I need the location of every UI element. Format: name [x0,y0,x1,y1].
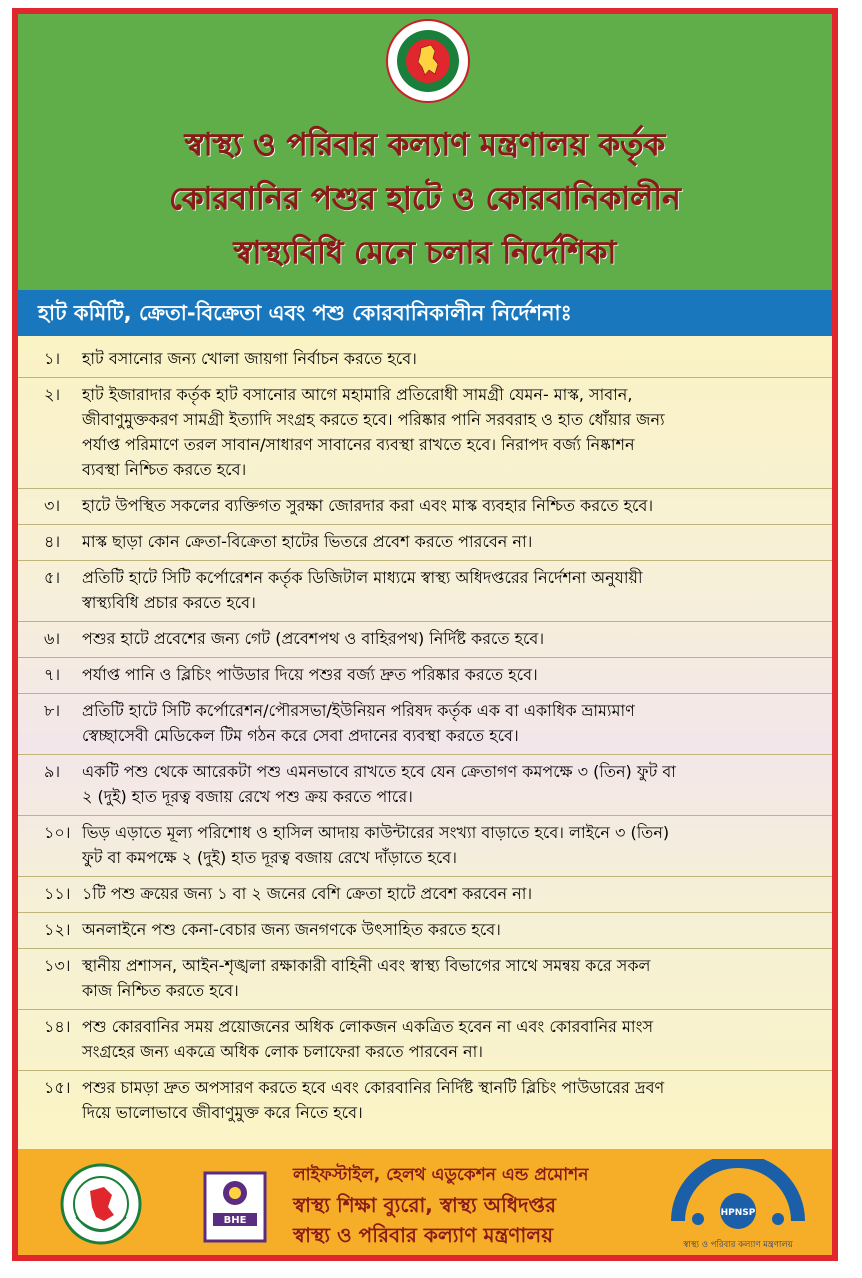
item-text-line: প্রতিটি হাটে সিটি কর্পোরেশন/পৌরসভা/ইউনিয়ন পরিষদ কর্তৃক এক বা একাধিক ভ্রাম্যমাণ [82,701,635,720]
title-line-2: কোরবানির পশুর হাটে ও কোরবানিকালীন [169,181,681,217]
item-number: ১২। [44,920,71,939]
item-text-line: হাট ইজারাদার কর্তৃক হাট বসানোর আগে মহামারি প্রতিরোধী সামগ্রী যেমন- মাস্ক, সাবান, [82,385,633,404]
title-line-3: স্বাস্থ্যবিধি মেনে চলার নির্দেশিকা [233,235,617,271]
item-divider [18,560,832,561]
footer-line-1: লাইফস্টাইল, হেলথ এডুকেশন এন্ড প্রমোশন [293,1165,589,1185]
poster-title [18,118,832,280]
item-text-line: পর্যাপ্ত পরিমাণে তরল সাবান/সাধারণ সাবানের ব্যবস্থা রাখতে হবে। নিরাপদ বর্জ্য নিষ্কাশন [82,435,635,454]
item-divider [18,876,832,877]
item-text-line: ২ (দুই) হাত দূরত্ব বজায় রেখে পশু ক্রয় করতে পারে। [82,787,413,806]
item-text-line: ফুট বা কমপক্ষে ২ (দুই) হাত দূরত্ব বজায় রেখে দাঁড়াতে হবে। [82,848,457,867]
list-item [18,953,832,1003]
item-text-line: ব্যবস্থা নিশ্চিত করতে হবে। [82,460,247,479]
instructions-list [18,336,832,1149]
item-number: ১। [44,349,61,368]
list-item [18,881,832,906]
item-text-line: ভিড় এড়াতে মূল্য পরিশোধ ও হাসিল আদায় কাউন্টারের সংখ্যা বাড়াতে হবে। লাইনে ৩ (তিন) [82,823,670,842]
hpnsp-logo-text: HPNSP [720,1208,756,1218]
list-item [18,346,832,371]
bhe-logo-icon [203,1171,267,1243]
list-item [18,626,832,651]
item-number: ৪। [44,532,61,551]
header-banner [18,14,832,290]
item-text-line: পশু কোরবানির সময় প্রয়োজনের অধিক লোকজন একত্রিত হবেন না এবং কোরবানির মাংস [82,1017,654,1036]
item-number: ১০। [44,823,71,842]
item-text-line: হাটে উপস্থিত সকলের ব্যক্তিগত সুরক্ষা জোরদার করা এবং মাস্ক ব্যবহার নিশ্চিত করতে হবে। [82,496,654,515]
item-number: ২। [44,385,61,404]
item-divider [18,377,832,378]
government-emblem-icon [385,18,471,104]
list-item [18,820,832,870]
item-divider [18,754,832,755]
item-divider [18,1009,832,1010]
item-divider [18,693,832,694]
list-item [18,759,832,809]
title-line-1: স্বাস্থ্য ও পরিবার কল্যাণ মন্ত্রণালয় কর্তৃক [184,127,666,163]
item-number: ৯। [44,762,61,781]
footer-organization-text [293,1160,653,1250]
list-item [18,917,832,942]
item-text-line: একটি পশু থেকে আরেকটা পশু এমনভাবে রাখতে হবে যেন ক্রেতাগণ কমপক্ষে ৩ (তিন) ফুট বা [82,762,676,781]
item-number: ১৪। [44,1017,71,1036]
item-divider [18,912,832,913]
poster-frame [12,8,838,1261]
footer-line-3: স্বাস্থ্য ও পরিবার কল্যাণ মন্ত্রণালয় [293,1223,553,1247]
list-item [18,662,832,687]
list-item [18,1075,832,1125]
item-text-line: স্থানীয় প্রশাসন, আইন-শৃঙ্খলা রক্ষাকারী বাহিনী এবং স্বাস্থ্য বিভাগের সাথে সমন্বয় করে সকল [82,956,651,975]
item-text-line: পশুর চামড়া দ্রুত অপসারণ করতে হবে এবং কোরবানির নির্দিষ্ট স্থানটি ব্লিচিং পাউডারের দ্রবণ [82,1078,665,1097]
hpnsp-logo-icon [658,1159,818,1253]
footer-line-2: স্বাস্থ্য শিক্ষা ব্যুরো, স্বাস্থ্য অধিদপ্তর [293,1193,556,1217]
list-item [18,698,832,748]
item-number: ১১। [44,884,71,903]
item-number: ৭। [44,665,61,684]
item-divider [18,657,832,658]
item-text-line: পশুর হাটে প্রবেশের জন্য গেট (প্রবেশপথ ও বাহিরপথ) নির্দিষ্ট করতে হবে। [82,629,545,648]
item-number: ৮। [44,701,61,720]
list-item [18,493,832,518]
item-number: ১৫। [44,1078,71,1097]
footer-banner [18,1149,832,1261]
item-text-line: হাট বসানোর জন্য খোলা জায়গা নির্বাচন করতে হবে। [82,349,417,368]
list-item [18,565,832,615]
item-text-line: ১টি পশু ক্রয়ের জন্য ১ বা ২ জনের বেশি ক্রেতা হাটে প্রবেশ করবেন না। [82,884,533,903]
list-item [18,382,832,482]
item-text-line: স্বেচ্ছাসেবী মেডিকেল টিম গঠন করে সেবা প্রদানের ব্যবস্থা করতে হবে। [82,726,519,745]
item-text-line: পর্যাপ্ত পানি ও ব্লিচিং পাউডার দিয়ে পশুর বর্জ্য দ্রুত পরিষ্কার করতে হবে। [82,665,538,684]
item-number: ১৩। [44,956,71,975]
list-item [18,529,832,554]
item-number: ৩। [44,496,61,515]
item-text-line: প্রতিটি হাটে সিটি কর্পোরেশন কর্তৃক ডিজিটাল মাধ্যমে স্বাস্থ্য অধিদপ্তরের নির্দেশনা অনুযায়ী [82,568,643,587]
hpnsp-logo-caption: স্বাস্থ্য ও পরিবার কল্যাণ মন্ত্রণালয় [683,1240,793,1250]
item-divider [18,1070,832,1071]
item-divider [18,621,832,622]
section-heading: হাট কমিটি, ক্রেতা-বিক্রেতা এবং পশু কোরবানিকালীন নির্দেশনাঃ [18,290,832,336]
item-divider [18,524,832,525]
item-divider [18,948,832,949]
item-text-line: স্বাস্থ্যবিধি প্রচার করতে হবে। [82,593,256,612]
bhe-logo-text: BHE [223,1215,247,1226]
item-number: ৫। [44,568,61,587]
item-divider [18,815,832,816]
item-text-line: মাস্ক ছাড়া কোন ক্রেতা-বিক্রেতা হাটের ভিতরে প্রবেশ করতে পারবেন না। [82,532,533,551]
item-divider [18,488,832,489]
item-text-line: অনলাইনে পশু কেনা-বেচার জন্য জনগণকে উৎসাহিত করতে হবে। [82,920,501,939]
item-text-line: কাজ নিশ্চিত করতে হবে। [82,981,239,1000]
item-text-line: সংগ্রহের জন্য একত্রে অধিক লোক চলাফেরা করতে পারবেন না। [82,1042,483,1061]
item-text-line: দিয়ে ভালোভাবে জীবাণুমুক্ত করে নিতে হবে। [82,1103,363,1122]
item-text-line: জীবাণুমুক্তকরণ সামগ্রী ইত্যাদি সংগ্রহ করতে হবে। পরিষ্কার পানি সরবরাহ ও হাত ধোঁয়ার জন্য [82,410,665,429]
list-item [18,1014,832,1064]
item-number: ৬। [44,629,61,648]
health-directorate-logo-icon [60,1163,142,1245]
